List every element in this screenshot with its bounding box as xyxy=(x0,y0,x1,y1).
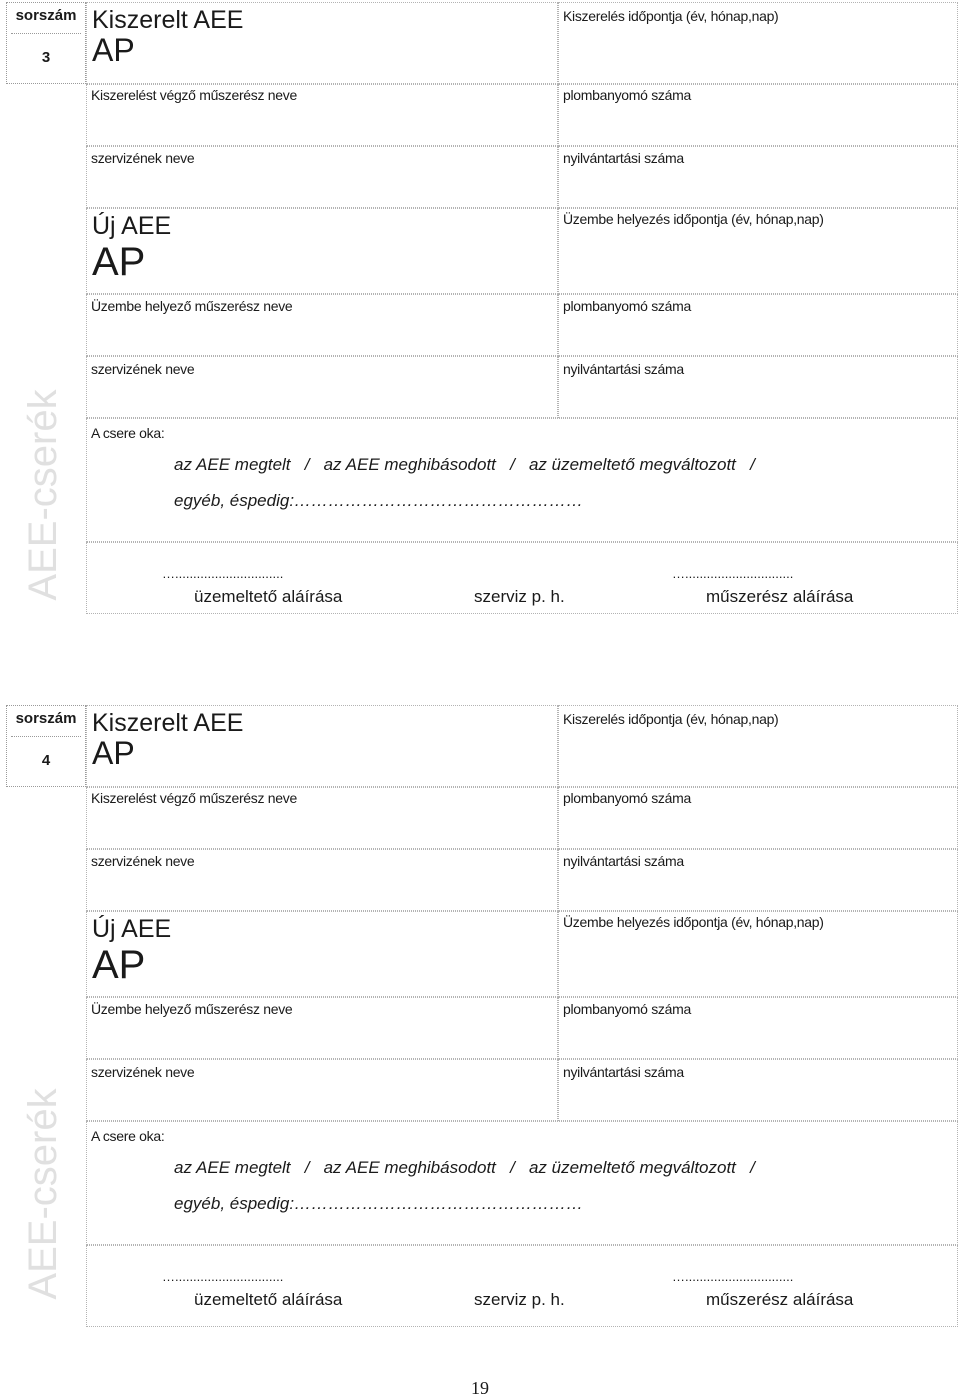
vertical-section-title: AEE-cserék xyxy=(21,389,65,601)
removal-registration-label: nyilvántartási száma xyxy=(563,853,684,869)
new-aee-ap: AP xyxy=(92,240,146,284)
exchange-reason-label: A csere oka: xyxy=(91,425,165,441)
removal-date-label: Kiszerelés időpontja (év, hónap,nap) xyxy=(563,711,779,727)
removed-aee-ap: AP xyxy=(92,735,135,771)
removal-technician-label: Kiszerelést végző műszerész neve xyxy=(91,790,297,806)
removal-registration-label: nyilvántartási száma xyxy=(563,150,684,166)
technician-signature-line[interactable]: ….............................. xyxy=(672,566,794,581)
vertical-section-title: AEE-cserék xyxy=(21,1088,65,1300)
install-registration-label: nyilvántartási száma xyxy=(563,361,684,377)
page-number: 19 xyxy=(471,1378,489,1398)
removal-date-label: Kiszerelés időpontja (év, hónap,nap) xyxy=(563,8,779,24)
install-service-label: szervizének neve xyxy=(91,1064,195,1080)
serial-number-divider xyxy=(11,736,81,737)
technician-signature-line[interactable]: ….............................. xyxy=(672,1269,794,1284)
operator-signature-line[interactable]: ….............................. xyxy=(162,1269,284,1284)
install-registration-label: nyilvántartási száma xyxy=(563,1064,684,1080)
removal-service-label: szervizének neve xyxy=(91,150,195,166)
aee-exchange-form-3 xyxy=(0,0,960,690)
new-aee-title: Új AEE xyxy=(92,212,172,240)
new-aee-title: Új AEE xyxy=(92,915,172,943)
install-service-label: szervizének neve xyxy=(91,361,195,377)
operator-signature-line[interactable]: ….............................. xyxy=(162,566,284,581)
removal-service-label: szervizének neve xyxy=(91,853,195,869)
exchange-reason-cell[interactable] xyxy=(86,418,958,542)
exchange-reason-options[interactable]: az AEE megtelt / az AEE meghibásodott / az üzemeltető megváltozott / xyxy=(174,1158,755,1177)
removal-seal-label: plombanyomó száma xyxy=(563,87,691,103)
exchange-reason-cell[interactable] xyxy=(86,1121,958,1245)
install-technician-label: Üzembe helyező műszerész neve xyxy=(91,298,293,314)
new-aee-ap: AP xyxy=(92,943,146,987)
technician-signature-label: műszerész aláírása xyxy=(706,1290,854,1309)
install-seal-label: plombanyomó száma xyxy=(563,1001,691,1017)
removal-technician-label: Kiszerelést végző műszerész neve xyxy=(91,87,297,103)
exchange-reason-other[interactable]: egyéb, éspedig:…………………………………………… xyxy=(174,491,584,510)
service-stamp-label: szerviz p. h. xyxy=(474,1290,565,1309)
install-seal-label: plombanyomó száma xyxy=(563,298,691,314)
install-date-label: Üzembe helyezés időpontja (év, hónap,nap) xyxy=(563,211,824,227)
exchange-reason-other[interactable]: egyéb, éspedig:…………………………………………… xyxy=(174,1194,584,1213)
aee-exchange-form-4 xyxy=(0,703,960,1393)
removed-aee-title: Kiszerelt AEE xyxy=(92,6,244,34)
operator-signature-label: üzemeltető aláírása xyxy=(194,587,343,606)
serial-number-box xyxy=(6,705,86,787)
install-date-label: Üzembe helyezés időpontja (év, hónap,nap) xyxy=(563,914,824,930)
serial-number-label: sorszám xyxy=(15,7,77,24)
serial-number-value[interactable]: 3 xyxy=(41,49,51,66)
exchange-reason-options[interactable]: az AEE megtelt / az AEE meghibásodott / az üzemeltető megváltozott / xyxy=(174,455,755,474)
operator-signature-label: üzemeltető aláírása xyxy=(194,1290,343,1309)
technician-signature-label: műszerész aláírása xyxy=(706,587,854,606)
signatures-cell xyxy=(86,1245,958,1327)
removed-aee-title: Kiszerelt AEE xyxy=(92,709,244,737)
exchange-reason-label: A csere oka: xyxy=(91,1128,165,1144)
serial-number-box xyxy=(6,2,86,84)
install-technician-label: Üzembe helyező műszerész neve xyxy=(91,1001,293,1017)
service-stamp-label: szerviz p. h. xyxy=(474,587,565,606)
serial-number-value[interactable]: 4 xyxy=(41,752,51,769)
removal-seal-label: plombanyomó száma xyxy=(563,790,691,806)
install-technician-cell[interactable] xyxy=(86,294,558,356)
removed-aee-ap: AP xyxy=(92,32,135,68)
serial-number-divider xyxy=(11,33,81,34)
serial-number-label: sorszám xyxy=(15,710,77,727)
